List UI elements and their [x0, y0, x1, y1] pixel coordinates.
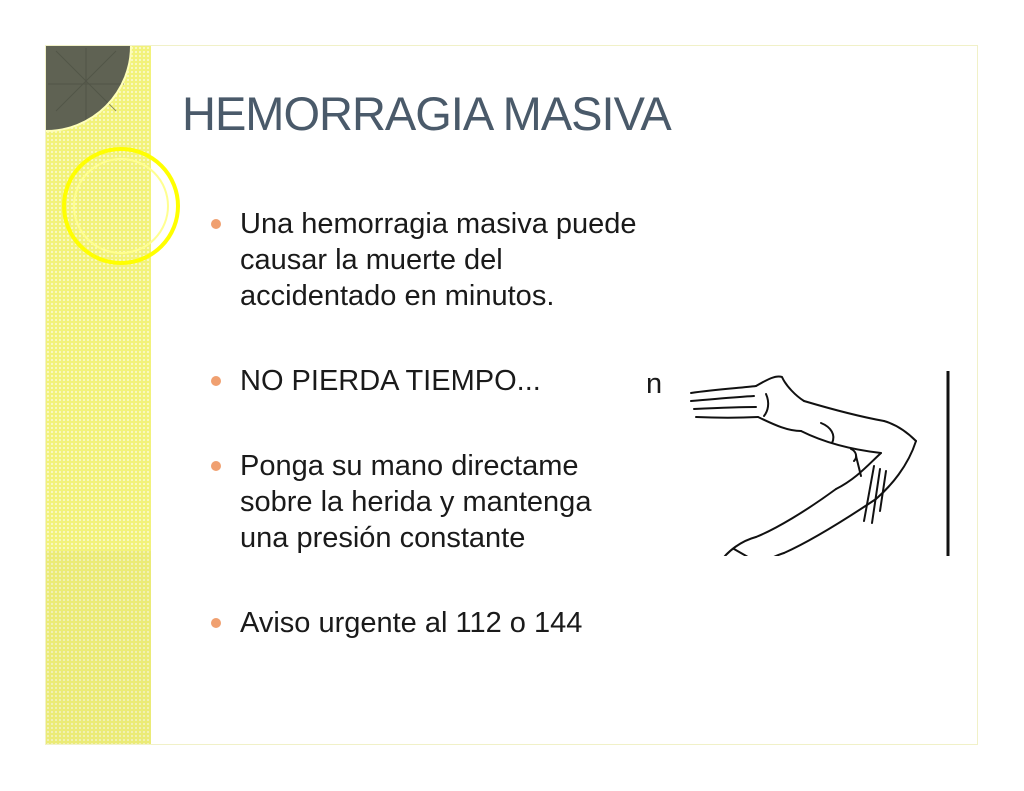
bullet-list	[211, 206, 731, 641]
bullet-item	[211, 448, 731, 556]
bullet-item	[211, 206, 731, 314]
slide	[45, 45, 978, 745]
bullet-dot-icon	[211, 618, 221, 628]
bullet-dot-icon	[211, 219, 221, 229]
bullet-item	[211, 605, 731, 641]
bullet-text: Aviso urgente al 112 o 144	[240, 607, 583, 639]
decorative-side-band-lower	[46, 551, 151, 745]
bullet-dot-icon	[211, 461, 221, 471]
decorative-circles	[46, 46, 186, 306]
arm-wound-pressure-drawing	[686, 361, 951, 556]
bullet-text: NO PIERDA TIEMPO...	[240, 365, 541, 397]
bullet-text: Ponga su mano directame sobre la herida y mantenga una presión constante	[240, 450, 592, 554]
stray-text: n	[646, 368, 663, 400]
bullet-text: Una hemorragia masiva puede causar la muerte del accidentado en minutos.	[240, 208, 637, 312]
bullet-dot-icon	[211, 376, 221, 386]
slide-title: HEMORRAGIA MASIVA	[182, 87, 671, 140]
